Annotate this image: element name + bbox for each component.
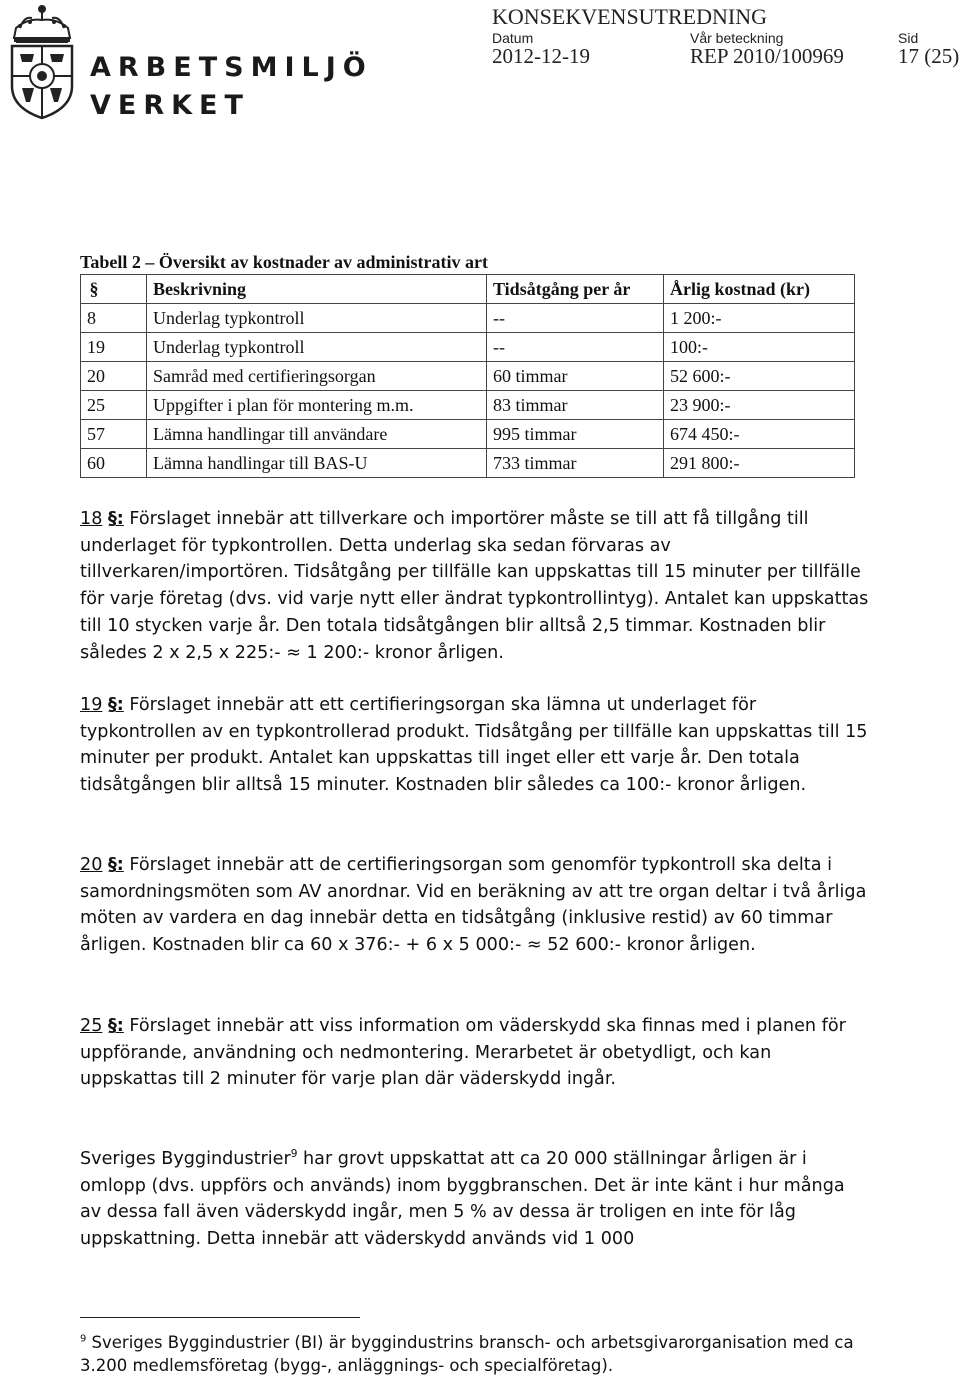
reference-value: REP 2010/100969 bbox=[690, 44, 844, 68]
table-row bbox=[81, 362, 855, 391]
section-ref: 25 bbox=[80, 1016, 103, 1036]
paragraph-text: Förslaget innebär att tillverkare och importörer måste se till att få tillgång till underlaget för typkontrollen. Detta underlag ska sedan förvaras av tillverkaren/importören. Tidsåtgång per tillfälle kan uppskattas till 15 minuter per tillfälle för varje företag (dvs. vid varje nytt eller ändrat typkontrollintyg). Antalet kan uppskattas till 10 stycken varje år. Den totala tidsåtgången blir alltså 2,5 timmar. Kostnaden blir således 2 x 2,5 x 225:- ≈ 1 200:- kronor årligen. bbox=[80, 509, 869, 663]
cell-section: 60 bbox=[81, 449, 147, 478]
cell-section: 19 bbox=[81, 333, 147, 362]
cell-cost: 674 450:- bbox=[664, 420, 855, 449]
section-mark: §: bbox=[107, 1016, 124, 1036]
cell-description: Underlag typkontroll bbox=[147, 333, 487, 362]
footnote-separator bbox=[80, 1317, 360, 1318]
cell-cost: 1 200:- bbox=[664, 304, 855, 333]
cell-time: 995 timmar bbox=[487, 420, 664, 449]
cell-cost: 291 800:- bbox=[664, 449, 855, 478]
paragraph-text: Förslaget innebär att ett certifieringsorgan ska lämna ut underlaget för typkontrollen av en typkontrollerad produkt. Tidsåtgång per tillfälle kan uppskattas till 15 minuter per produkt. Antalet kan uppskattas till inget eller ett varje år. Den totala tidsåtgången blir alltså 15 minuter. Kostnaden blir således ca 100:- kronor årligen. bbox=[80, 695, 868, 796]
cell-section: 57 bbox=[81, 420, 147, 449]
paragraph-text: har grovt uppskattat att ca 20 000 ställningar årligen är i omlopp (dvs. uppförs och används) inom byggbranschen. Det är inte känt i hur många av dessa fall även väderskydd ingår, men 5 % av dessa är troligen en inte för låg uppskattning. Detta innebär att väderskydd används vid 1 000 bbox=[80, 1149, 845, 1250]
agency-logo bbox=[4, 4, 373, 124]
cell-cost: 52 600:- bbox=[664, 362, 855, 391]
logo-line-2: VERKET bbox=[90, 90, 250, 121]
cell-section: 20 bbox=[81, 362, 147, 391]
cell-cost: 23 900:- bbox=[664, 391, 855, 420]
table-row bbox=[81, 333, 855, 362]
cell-description: Lämna handlingar till användare bbox=[147, 420, 487, 449]
cell-section: 8 bbox=[81, 304, 147, 333]
cell-time: 60 timmar bbox=[487, 362, 664, 391]
crown-crest-icon bbox=[4, 4, 80, 120]
cell-time: -- bbox=[487, 333, 664, 362]
footnote bbox=[80, 1331, 860, 1377]
paragraph-text: Förslaget innebär att de certifieringsorgan som genomför typkontroll ska delta i samordningsmöten som AV anordnar. Vid en beräkning av att tre organ deltar i två årliga möten av vardera en dag innebär detta en tidsåtgång (inklusive restid) av 60 timmar årligen. Kostnaden blir ca 60 x 376:- + 6 x 5 000:- ≈ 52 600:- kronor årligen. bbox=[80, 855, 867, 956]
table-row bbox=[81, 304, 855, 333]
cell-description: Underlag typkontroll bbox=[147, 304, 487, 333]
page-number: 17 (25) bbox=[898, 44, 960, 68]
section-ref: 18 bbox=[80, 509, 103, 529]
date-value: 2012-12-19 bbox=[492, 44, 590, 68]
cost-table bbox=[80, 274, 855, 478]
table-row bbox=[81, 391, 855, 420]
paragraph-text: Förslaget innebär att viss information om väderskydd ska finnas med i planen för uppförande, användning och nedmontering. Merarbetet är obetydligt, och kan uppskattas till 2 minuter för varje plan där väderskydd ingår. bbox=[80, 1016, 846, 1090]
cell-description: Lämna handlingar till BAS-U bbox=[147, 449, 487, 478]
date-label: Datum bbox=[492, 30, 534, 46]
cell-cost: 100:- bbox=[664, 333, 855, 362]
column-header-section: § bbox=[81, 275, 147, 304]
paragraph-section-19 bbox=[80, 692, 870, 799]
paragraph-section-20 bbox=[80, 852, 870, 959]
cell-time: -- bbox=[487, 304, 664, 333]
page-label: Sid bbox=[898, 30, 919, 46]
footnote-text: Sveriges Byggindustrier (BI) är byggindustrins bransch- och arbetsgivarorganisation med ca 3.200 medlemsföretag (bygg-, anläggnings- och specialföretag). bbox=[80, 1333, 854, 1375]
column-header-time: Tidsåtgång per år bbox=[487, 275, 664, 304]
logo-line-1: ARBETSMILJÖ bbox=[90, 52, 373, 83]
paragraph-section-18 bbox=[80, 506, 870, 666]
column-header-description: Beskrivning bbox=[147, 275, 487, 304]
paragraph-section-25 bbox=[80, 1013, 870, 1093]
cell-time: 83 timmar bbox=[487, 391, 664, 420]
column-header-cost: Årlig kostnad (kr) bbox=[664, 275, 855, 304]
section-mark: §: bbox=[107, 855, 124, 875]
footnote-ref: 9 bbox=[290, 1148, 298, 1161]
section-ref: 19 bbox=[80, 695, 103, 715]
table-header-row bbox=[81, 275, 855, 304]
cell-description: Samråd med certifieringsorgan bbox=[147, 362, 487, 391]
section-mark: §: bbox=[107, 509, 124, 529]
document-type: KONSEKVENSUTREDNING bbox=[492, 4, 767, 29]
table-row bbox=[81, 449, 855, 478]
cell-time: 733 timmar bbox=[487, 449, 664, 478]
section-mark: §: bbox=[107, 695, 124, 715]
table-row bbox=[81, 420, 855, 449]
reference-label: Vår beteckning bbox=[690, 30, 784, 46]
paragraph-lead: Sveriges Byggindustrier bbox=[80, 1149, 291, 1169]
section-ref: 20 bbox=[80, 855, 103, 875]
paragraph-sveriges-byggindustrier bbox=[80, 1146, 870, 1253]
cell-section: 25 bbox=[81, 391, 147, 420]
cell-description: Uppgifter i plan för montering m.m. bbox=[147, 391, 487, 420]
table-caption: Tabell 2 – Översikt av kostnader av administrativ art bbox=[80, 252, 489, 272]
footnote-number: 9 bbox=[80, 1333, 87, 1345]
